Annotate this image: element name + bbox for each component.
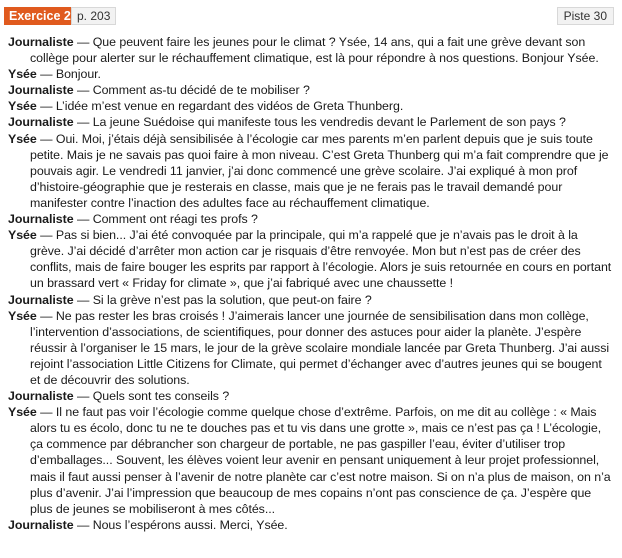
exercise-label: Exercice 2 [4,7,76,25]
speaker-name: Journaliste [8,389,74,404]
speaker-name: Journaliste [8,517,74,532]
dialogue-line [8,114,614,130]
line-text: — La jeune Suédoise qui manifeste tous les vendredis devant le Parlement de son pays ? [73,115,566,130]
dialogue-line [8,292,614,308]
speaker-name: Journaliste [8,212,74,227]
dialogue-line [8,227,614,291]
speaker-name: Ysée [8,131,37,146]
dialogue-line [8,388,614,404]
line-text: — Comment as-tu décidé de te mobiliser ? [73,83,310,98]
line-text: — Quels sont tes conseils ? [73,389,230,404]
speaker-name: Ysée [8,228,37,243]
line-text: — Oui. Moi, j’étais déjà sensibilisée à l’écologie car mes parents m’en parlent depuis que je suis toute petite. Mais je ne savais pas quoi faire à mon niveau. C’est Greta Thunberg qui m’a fait comprendre que je pouvais agir. Le vendredi 11 janvier, j’ai donc commencé une grève scolaire. J’ai expliqué à mon prof d’histoire-géographie que je resterais en classe, mais que je ne ferais pas le travail demandé pour manifester contre l’inaction des adultes face au réchauffement climatique. [30,131,609,210]
line-text: — Ne pas rester les bras croisés ! J’aimerais lancer une journée de sensibilisation dans mon collège, l’intervention d’associations, de scientifiques, pour donner des astuces pour aider la planète. J’espère réussir à l’organiser le 15 mars, le jour de la grève scolaire mondiale lancée par Greta Thunberg. J’ai aussi rejoint l’association Little Citizens for Climate, qui permet d’échanger avec d’autres jeunes qui se bougent et de découvrir des solutions. [30,308,610,387]
exercise-header [0,6,622,26]
line-text: — Il ne faut pas voir l’écologie comme quelque chose d’extrême. Parfois, on me dit au collège : « Mais alors tu es écolo, donc tu ne te douches pas et tu vis dans une grotte », mais ce n’est pas ça ! L’écologie, ça commence par débrancher son chargeur de portable, ne pas gaspiller l’eau, éviter d’utiliser trop d’emballages... Souvent, les élèves voient leur avenir en pensant uniquement à leur projet professionnel, mais il faut aussi penser à l’avenir de notre planète car c’est notre maison. Si on n’a plus de maison, on n’a plus d’avenir. J’ai l’impression que beaucoup de mes copains n’ont pas conscience de ça. J’espère que plus de jeunes se mobiliseront à mes côtés... [30,405,611,516]
line-text: — Nous l’espérons aussi. Merci, Ysée. [73,517,288,532]
dialogue-line [8,131,614,211]
speaker-name: Ysée [8,308,37,323]
dialogue-line [8,98,614,114]
audio-track-label: Piste 30 [557,7,614,25]
dialogue-line [8,66,614,82]
speaker-name: Journaliste [8,35,74,49]
speaker-name: Journaliste [8,292,74,307]
dialogue-line [8,211,614,227]
page-reference: p. 203 [71,7,116,25]
line-text: — Pas si bien... J’ai été convoquée par la principale, qui m’a rappelé que je n’avais pas le droit à la grève. J’ai décidé d’arrêter mon action car je risquais d’être renvoyée. Mon but n’est pas de créer des conflits, mais de faire bouger les esprits par rapport à l’écologie. Alors je suis retournée en cours en portant un brassard vert « Friday for climate », que j’ai fabriqué avec une chaussette ! [30,228,612,291]
dialogue-line [8,82,614,98]
line-text: — Bonjour. [36,67,101,82]
speaker-name: Ysée [8,405,37,420]
dialogue-line [8,404,614,517]
line-text: — Comment ont réagi tes profs ? [73,212,258,227]
dialogue-line [8,308,614,388]
speaker-name: Ysée [8,67,37,82]
dialogue-line [8,517,614,533]
line-text: — Que peuvent faire les jeunes pour le climat ? Ysée, 14 ans, qui a fait une grève devant son collège pour alerter sur le réchauffement climatique, est là pour répondre à nos questions. Bonjour Ysée. [30,35,599,66]
line-text: — L’idée m’est venue en regardant des vidéos de Greta Thunberg. [36,99,404,114]
line-text: — Si la grève n’est pas la solution, que peut-on faire ? [73,292,372,307]
speaker-name: Journaliste [8,115,74,130]
dialogue-line [8,34,614,66]
speaker-name: Journaliste [8,83,74,98]
interview-transcript [8,34,614,533]
speaker-name: Ysée [8,99,37,114]
